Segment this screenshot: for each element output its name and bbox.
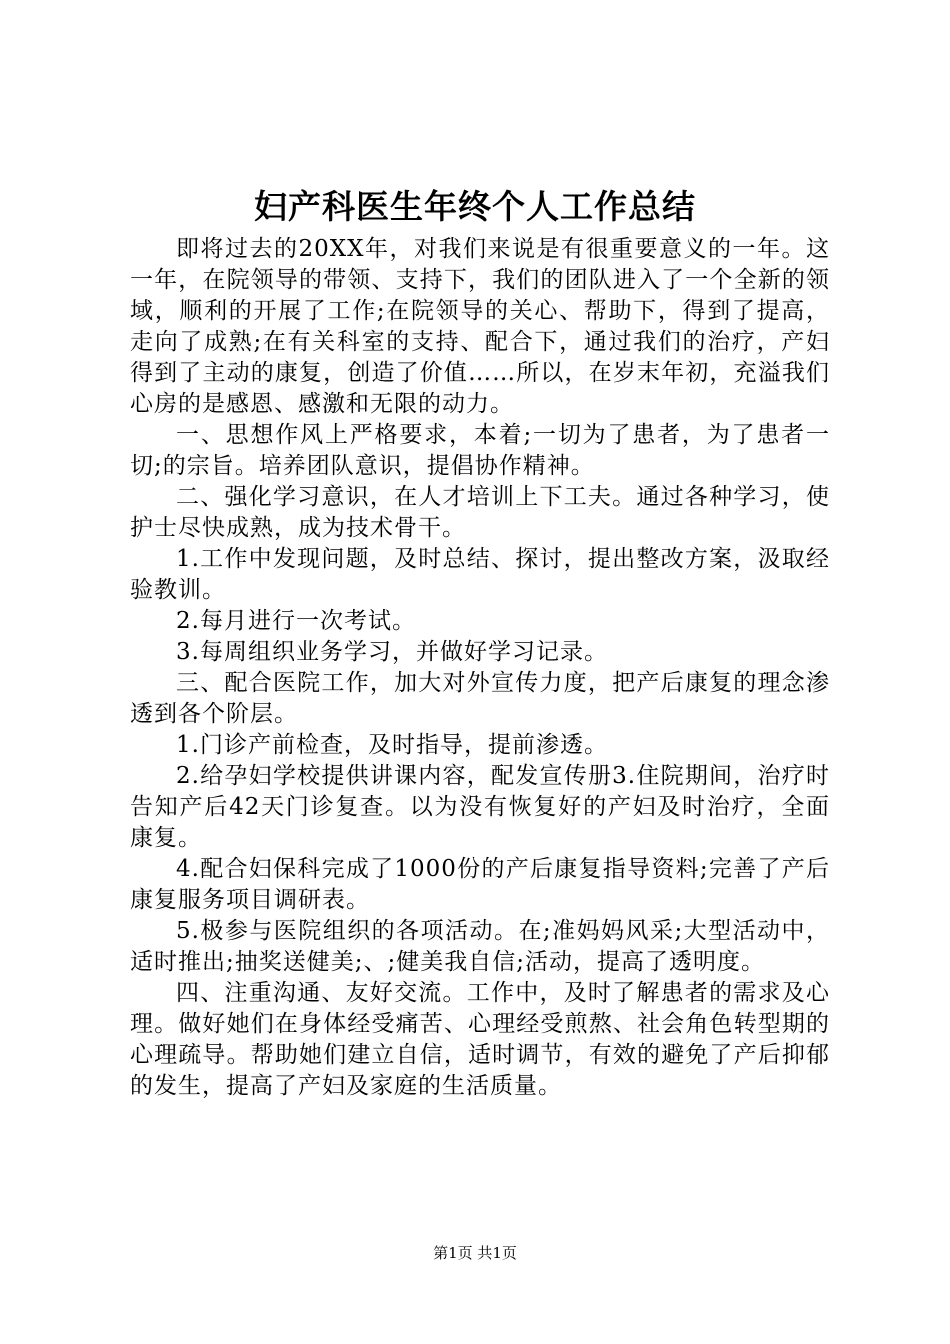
paragraph-item-3-2: 2.给孕妇学校提供讲课内容，配发宣传册3.住院期间，治疗时告知产后42天门诊复查。以为没有恢复好的产妇及时治疗，全面康复。: [130, 763, 830, 851]
paragraph-intro: 即将过去的20XX年，对我们来说是有很重要意义的一年。这一年，在院领导的带领、支持下，我们的团队进入了一个全新的领域，顺利的开展了工作;在院领导的关心、帮助下，得到了提高，走向了成熟;在有关科室的支持、配合下，通过我们的治疗，产妇得到了主动的康复，创造了价值……所以，在岁末年初，充溢我们心房的是感恩、感激和无限的动力。: [130, 236, 830, 417]
paragraph-item-3-4: 4.配合妇保科完成了1000份的产后康复指导资料;完善了产后康复服务项目调研表。: [130, 856, 830, 913]
paragraph-item-2-3: 3.每周组织业务学习，并做好学习记录。: [176, 639, 608, 665]
document-title: 妇产科医生年终个人工作总结: [254, 187, 696, 226]
paragraph-section-1: 一、思想作风上严格要求，本着;一切为了患者，为了患者一切;的宗旨。培养团队意识，提倡协作精神。: [130, 422, 830, 479]
paragraph-section-4: 四、注重沟通、友好交流。工作中，及时了解患者的需求及心理。做好她们在身体经受痛苦、心理经受煎熬、社会角色转型期的心理疏导。帮助她们建立自信，适时调节，有效的避免了产后抑郁的发生，提高了产妇及家庭的生活质量。: [130, 980, 830, 1099]
paragraph-section-3: 三、配合医院工作，加大对外宣传力度，把产后康复的理念渗透到各个阶层。: [130, 670, 830, 727]
paragraph-section-2: 二、强化学习意识，在人才培训上下工夫。通过各种学习，使护士尽快成熟，成为技术骨干。: [130, 484, 830, 541]
paragraph-item-2-1: 1.工作中发现问题，及时总结、探讨，提出整改方案，汲取经验教训。: [130, 546, 830, 603]
page-footer: 第1页 共1页: [433, 1244, 517, 1262]
paragraph-item-2-2: 2.每月进行一次考试。: [176, 608, 416, 634]
paragraph-item-3-1: 1.门诊产前检查，及时指导，提前渗透。: [176, 732, 608, 758]
paragraph-item-3-5: 5.极参与医院组织的各项活动。在;准妈妈风采;大型活动中，适时推出;抽奖送健美;、;健美我自信;活动，提高了透明度。: [130, 918, 830, 975]
document-body: [130, 234, 830, 1102]
